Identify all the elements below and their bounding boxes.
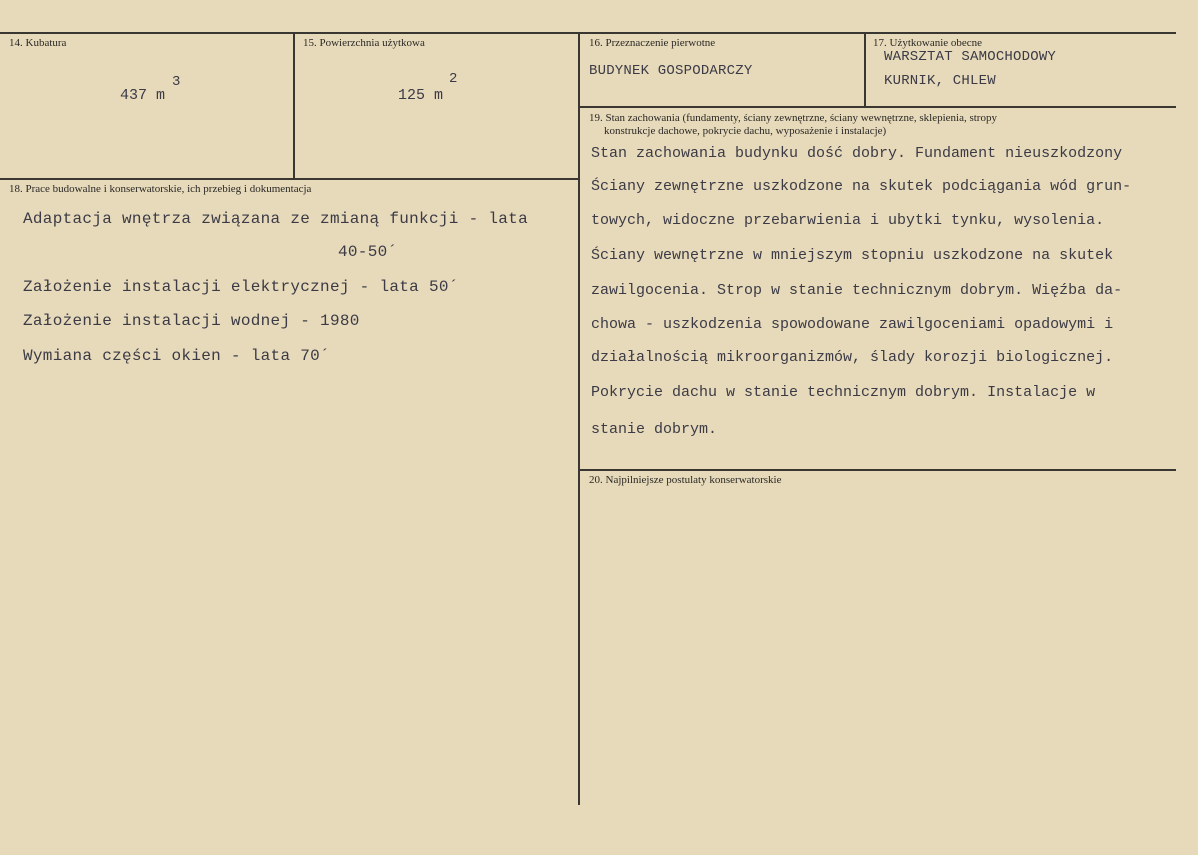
stan-line: Ściany zewnętrzne uszkodzone na skutek podciągania wód grun- xyxy=(591,178,1132,195)
stan-line: towych, widoczne przebarwienia i ubytki tynku, wysolenia. xyxy=(591,212,1105,229)
uzytkowanie-line: WARSZTAT SAMOCHODOWY xyxy=(884,49,1057,65)
przeznaczenie-label: 16. Przeznaczenie pierwotne xyxy=(589,37,716,49)
prace-label: 18. Prace budowalne i konserwatorskie, ich przebieg i dokumentacja xyxy=(9,183,312,195)
stan-line: Pokrycie dachu w stanie technicznym dobrym. Instalacje w xyxy=(591,384,1096,401)
prace-line: Założenie instalacji wodnej - 1980 xyxy=(23,312,360,330)
kubatura-label: 14. Kubatura xyxy=(9,37,67,49)
uzytkowanie-line: KURNIK, CHLEW xyxy=(884,73,996,89)
powierzchnia-label: 15. Powierzchnia użytkowa xyxy=(303,37,425,49)
prace-line: Adaptacja wnętrza związana ze zmianą funkcji - lata xyxy=(23,210,528,228)
row-divider-20 xyxy=(579,469,1176,471)
postulaty-label: 20. Najpilniejsze postulaty konserwatorskie xyxy=(589,474,782,486)
stan-line: chowa - uszkodzenia spowodowane zawilgoceniami opadowymi i xyxy=(591,316,1114,333)
row-divider-19 xyxy=(579,106,1176,108)
stan-line: stanie dobrym. xyxy=(591,421,718,438)
divider-14-15 xyxy=(293,33,295,179)
powierzchnia-exponent: 2 xyxy=(449,71,458,87)
powierzchnia-value: 125 m xyxy=(398,87,444,104)
stan-label-line1: 19. Stan zachowania (fundamenty, ściany zewnętrzne, ściany wewnętrzne, sklepienia, stropy xyxy=(589,112,997,124)
stan-line: Stan zachowania budynku dość dobry. Fundament nieuszkodzony xyxy=(591,145,1123,162)
stan-label-line2: konstrukcje dachowe, pokrycie dachu, wyposażenie i instalacje) xyxy=(604,125,887,137)
prace-line: 40-50´ xyxy=(338,243,398,261)
divider-16-17 xyxy=(864,33,866,107)
stan-line: działalnością mikroorganizmów, ślady korozji biologicznej. xyxy=(591,349,1114,366)
prace-line: Założenie instalacji elektrycznej - lata 50´ xyxy=(23,278,459,296)
stan-line: Ściany wewnętrzne w mniejszym stopniu uszkodzone na skutek xyxy=(591,247,1114,264)
center-divider xyxy=(578,33,580,805)
top-border-line xyxy=(0,32,1176,34)
prace-line: Wymiana części okien - lata 70´ xyxy=(23,347,330,365)
kubatura-value: 437 m xyxy=(120,87,166,104)
row-divider-left xyxy=(0,178,578,180)
uzytkowanie-label: 17. Użytkowanie obecne xyxy=(873,37,983,49)
stan-line: zawilgocenia. Strop w stanie technicznym dobrym. Więźba da- xyxy=(591,282,1123,299)
kubatura-exponent: 3 xyxy=(172,74,181,90)
przeznaczenie-value: BUDYNEK GOSPODARCZY xyxy=(589,63,753,79)
